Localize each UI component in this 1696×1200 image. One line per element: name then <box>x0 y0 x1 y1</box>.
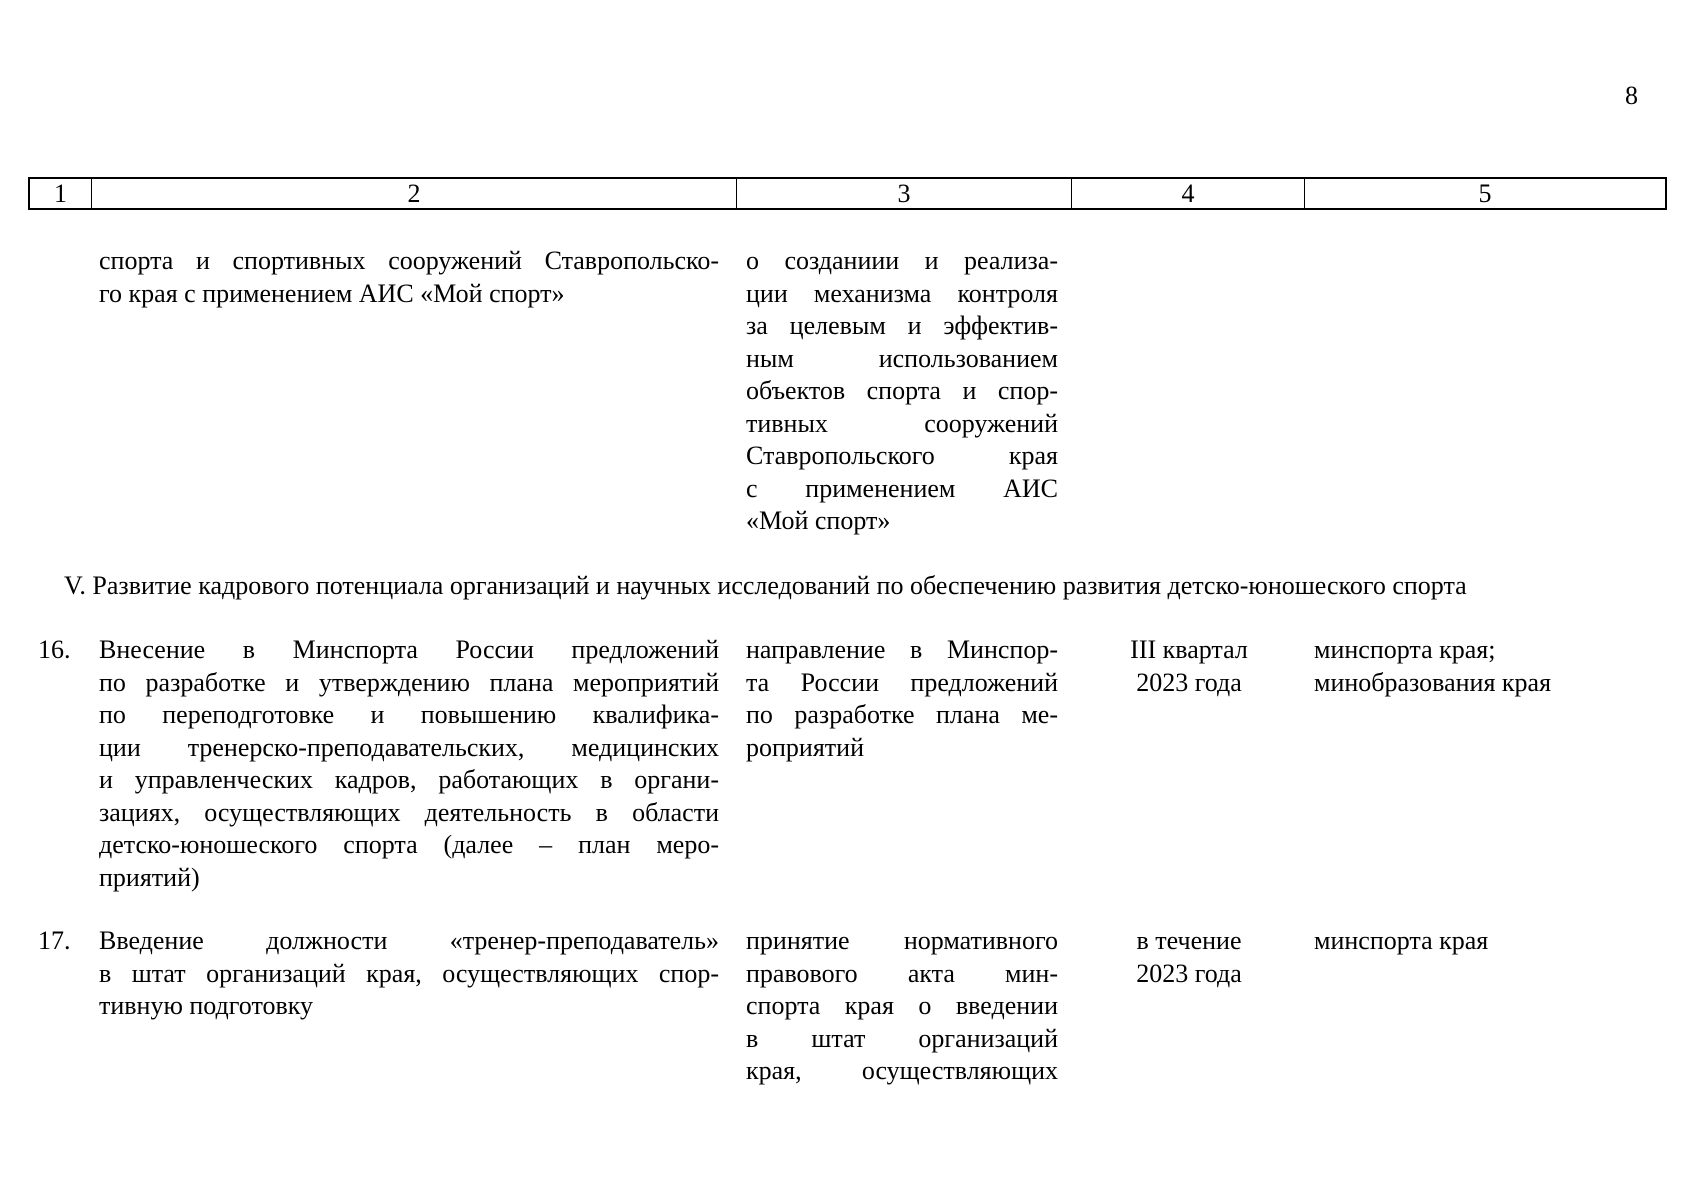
text-line: ным использованием <box>746 343 1058 373</box>
header-col-1: 1 <box>30 179 92 208</box>
text-line: правового акта мин- <box>746 958 1058 988</box>
text-line: края, осуществляющих <box>746 1056 1058 1085</box>
text-line: ции механизма контроля <box>746 278 1058 308</box>
text-line: направление в Минспор- <box>746 635 1058 664</box>
text-line: тивных сооружений <box>746 408 1058 438</box>
table-header <box>28 177 1667 210</box>
text-line: Ставропольского края <box>746 441 1058 470</box>
text-line: принятие нормативного <box>746 926 1058 955</box>
text-line: в штат организаций края, осуществляющих спор- <box>99 958 719 988</box>
section-title: V. Развитие кадрового потенциала организаций и научных исследований по обеспечению развития детско-юношеского спорта <box>64 571 1467 600</box>
text-line: минобразования края <box>1314 667 1552 697</box>
deadline-cell <box>1074 634 1304 699</box>
responsible-cell <box>1314 925 1654 958</box>
continuation-result <box>746 245 1058 538</box>
continuation-activity <box>99 245 719 310</box>
text-line: тивную подготовку <box>99 991 314 1020</box>
text-line: и управленческих кадров, работающих в органи- <box>99 765 719 794</box>
activity-cell <box>99 925 719 1023</box>
text-line: спорта и спортивных сооружений Ставропольско- <box>99 246 719 275</box>
text-line: за целевым и эффектив- <box>746 311 1058 340</box>
text-line: Внесение в Минспорта России предложений <box>99 635 719 664</box>
text-line: детско-юношеского спорта (далее – план меро- <box>99 830 719 859</box>
text-line: го края с применением АИС «Мой спорт» <box>99 278 565 308</box>
text-line: спорта края о введении <box>746 991 1058 1020</box>
text-line: 2023 года <box>1136 667 1242 697</box>
text-line: по разработке плана ме- <box>746 700 1058 729</box>
text-line: по разработке и утверждению плана мероприятий <box>99 667 719 697</box>
text-line: зациях, осуществляющих деятельность в области <box>99 797 719 827</box>
row-number: 17. <box>38 926 71 955</box>
text-line: объектов спорта и спор- <box>746 376 1058 405</box>
text-line: минспорта края <box>1314 926 1489 955</box>
text-line: по переподготовке и повышению квалифика- <box>99 700 719 729</box>
responsible-cell <box>1314 634 1654 699</box>
text-line: та России предложений <box>746 667 1058 697</box>
text-line: III квартал <box>1130 635 1248 664</box>
header-col-5: 5 <box>1478 179 1492 208</box>
header-col-2: 2 <box>92 179 737 208</box>
text-line: минспорта края; <box>1314 635 1496 664</box>
row-number: 16. <box>38 635 71 664</box>
activity-cell <box>99 634 719 894</box>
text-line: ции тренерско-преподавательских, медицинских <box>99 732 719 762</box>
text-line: роприятий <box>746 732 864 762</box>
result-cell <box>746 634 1058 764</box>
text-line: приятий) <box>99 862 200 892</box>
text-line: Введение должности «тренер-преподаватель» <box>99 926 719 955</box>
text-line: 2023 года <box>1136 958 1242 988</box>
text-line: с применением АИС <box>746 473 1058 503</box>
result-cell <box>746 925 1058 1088</box>
text-line: «Мой спорт» <box>746 506 891 535</box>
text-line: в штат организаций <box>746 1023 1058 1053</box>
header-col-4: 4 <box>1072 179 1305 208</box>
text-line: о созданиии и реализа- <box>746 246 1058 275</box>
deadline-cell <box>1074 925 1304 990</box>
page-number: 8 <box>1625 81 1638 110</box>
text-line: в течение <box>1136 926 1242 955</box>
header-col-3: 3 <box>737 179 1072 208</box>
